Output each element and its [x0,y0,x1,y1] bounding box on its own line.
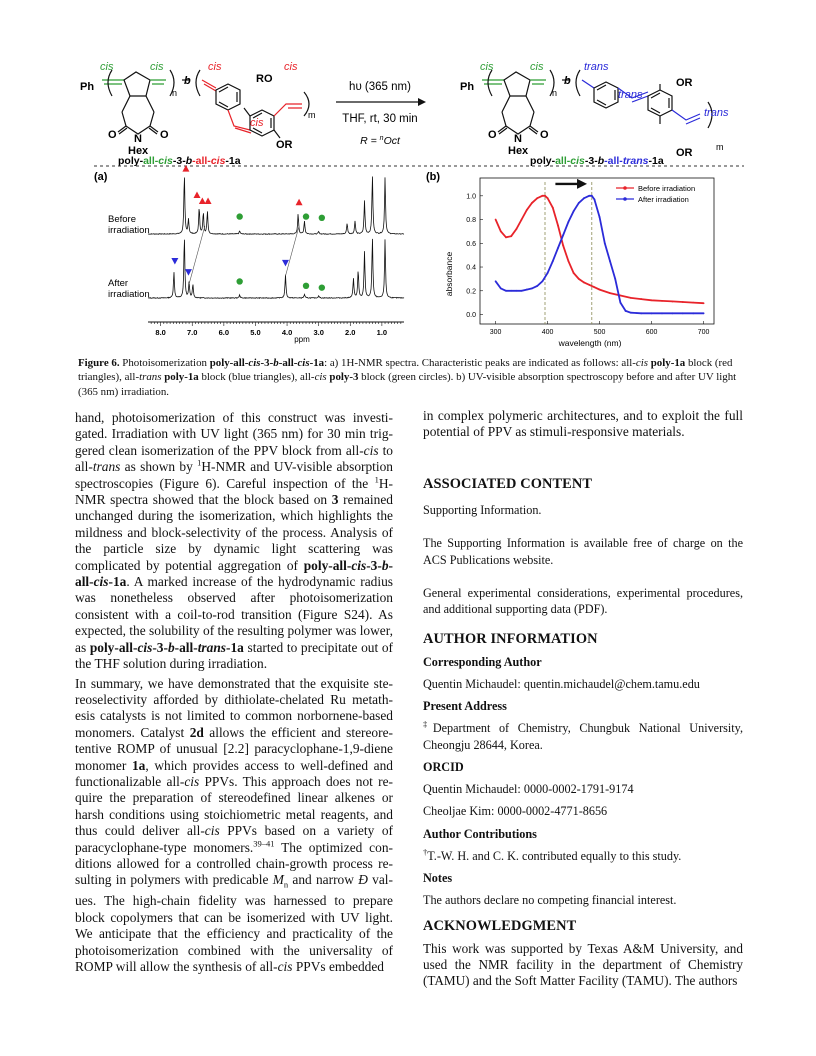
uv-data-point [505,236,507,238]
paragraph-photoisomerization: hand, photoisomerization of this construct was investigated. Irradiation with UV light (365 nm) for 30 min triggered clean isomerization of the PPV block from all-cis to all-trans as shown by $^1$H-NMR and UV-visible absorption spectroscopies (Figure 6). Careful inspection of the $^1$H-NMR spectra showed that the block based on 3 remained unchanged during the isomerization, which highlights the mildness and block-selectivity of the process. Analysis of the particle size by dynamic light scattering was complicated by potential aggregation of poly-all-cis-3-b-all-cis-1a. A marked increase of the hydrodynamic radius was nonetheless observed after photoisomerization consistent with a coil-to-rod transition (Figure S24). As expected, the solubility of the resulting polymer was lower, as poly-all-cis-3-b-all-trans-1a started to precipitate out of the THF solution during irradiation. [75,410,394,672]
caption-text: : a) 1H-NMR spectra. Characteristic peaks are indicated as follows: all- [324,357,636,369]
nmr-after-spectrum [148,239,404,298]
uv-y-tick-label: 0.6 [466,240,476,248]
nmr-x-axis [148,322,404,337]
nmr-blue-triangle-marker [282,260,289,267]
caption-text: cis [314,371,327,384]
uv-y-tick-label: 0.2 [466,288,476,296]
arrow-r-definition: R = $^n$Oct [360,135,400,147]
arrow-condition-solvent: THF, rt, 30 min [342,113,418,125]
scheme-cis-label: cis [480,61,494,73]
scheme-b-label: b [184,75,191,87]
caption-compound: poly-1a [164,371,199,384]
nmr-before-spectrum [148,177,404,235]
nmr-connector-line [189,226,205,284]
paragraph-summary: In summary, we have demonstrated that the exquisite stereoselectivity afforded by dithiolate-chelated Ru metathesis catalysts is not limited to common norbornene-based monomers. Catalyst 2d allows the efficient and stereoretentive ROMP of unusual [2.2] paracyclophane-1,9-diene monomer 1a, which provides access to well-defined and functionalizable all-cis PPVs. This approach does not require the preparation of stereodefined linear alkenes or harsh conditions using stoichiometric metal reagents, and thus could deliver all-cis PPVs based on a variety of paracyclophane-type monomers.$^{39-41}$ The optimized conditions allowed for a controlled chain-growth process resulting in polymers with predicable $M_n$ and narrow Đ values. The high-chain fidelity was harnessed to prepare block copolymers that can be isomerized with UV light. We anticipate that the efficiency and practicality of the photoisomerization combined with the universality of ROMP will allow the synthesis of all-cis PPVs embedded [75,675,394,975]
uv-series-line [496,196,704,303]
uv-y-axis-label: absorbance [444,251,454,297]
uv-data-point [703,312,705,314]
scheme-left-name: poly-all-cis-3-b-all-cis-1a [118,155,241,167]
caption-text: trans [139,371,162,384]
scheme-o-label: O [160,129,169,141]
scheme-cis-label: cis [150,61,164,73]
uv-y-tick-label: 0.4 [466,264,476,272]
heading-author-information: AUTHOR INFORMATION [423,630,598,647]
uv-data-point [505,290,507,292]
nmr-x-unit: ppm [294,335,310,344]
uv-data-point [614,278,616,280]
uv-data-point [544,195,546,197]
nmr-tick-label: 3.0 [313,328,324,337]
scheme-right-labels [460,61,729,167]
nmr-markers [171,165,325,291]
uv-data-point [672,301,674,303]
scheme-o-label: O [540,129,549,141]
scheme-or-label: OR [676,147,693,159]
scheme-ph-left: Ph [80,81,95,93]
uv-data-point [510,290,512,292]
uv-data-point [682,312,684,314]
uv-y-tick-label: 1.0 [466,193,476,201]
uv-data-point [630,297,632,299]
scheme-m-subscript: m [716,142,724,152]
uv-legend-marker [623,186,627,190]
nmr-panel-label: (a) [94,171,108,183]
supporting-info-description: General experimental considerations, experimental procedures, and additional supporting data (PDF). [423,586,743,617]
acknowledgment-text: This work was supported by Texas A&M University, and used the NMR facility in the department of Chemistry (TAMU) and the Soft Matter Facility (TAMU). The authors [423,940,743,989]
uv-data-point [562,234,564,236]
scheme-trans-label: trans [704,107,729,119]
nmr-green-circle-marker [303,283,309,289]
nmr-tick-label: 2.0 [345,328,356,337]
scheme-n-subscript: n [552,88,558,98]
corresponding-author: Quentin Michaudel: quentin.michaudel@chem.tamu.edu [423,676,700,691]
nmr-red-triangle-marker [296,199,303,206]
caption-text: block (green circles). b) UV-visible absorption spectroscopy before and after UV light (365 nm) irradiation. [78,371,737,398]
uv-data-point [568,221,570,223]
uv-legend [616,184,695,204]
nmr-tick-label: 6.0 [218,328,230,337]
uv-data-point [500,287,502,289]
scheme-m-subscript: m [308,110,316,120]
paragraph-continuation: in complex polymeric architectures, and to exploit the full potential of PPV as stimuli-responsive materials. [423,408,743,440]
uv-data-point [500,231,502,233]
caption-compound: poly-all-cis-3-b-all-cis-1a [209,357,325,369]
scheme-cis-label: cis [284,61,298,73]
scheme-left-labels [80,61,316,167]
nmr-green-circle-marker [236,213,242,219]
arrow-condition-light: hυ (365 nm) [349,81,411,93]
nmr-tick-label: 5.0 [250,328,261,337]
uv-data-point [651,299,653,301]
scheme-n-label: N [514,133,522,145]
scheme-cis-label: cis [250,117,264,129]
supporting-info-availability: The Supporting Information is available free of charge on the ACS Publications website. [423,536,743,567]
nmr-tick-label: 1.0 [376,328,388,337]
scheme-ro-label: RO [256,73,273,85]
uv-data-point [536,197,538,199]
uv-data-point [682,301,684,303]
uv-data-point [640,312,642,314]
uv-data-point [547,272,549,274]
uv-shift-arrowhead [577,179,587,189]
caption-text: block (red triangles), all- [78,357,733,384]
uv-data-point [599,289,601,291]
uv-x-tick-label: 700 [697,329,710,336]
heading-orcid: ORCID [423,760,464,775]
uv-data-point [552,260,554,262]
uv-data-point [521,219,523,221]
uv-panel-label: (b) [426,171,441,183]
nmr-green-circle-marker [236,278,242,284]
caption-compound: poly-3 [329,371,359,384]
scheme-n-subscript: n [172,88,178,98]
figure-6 [74,56,744,356]
uv-data-point [594,286,596,288]
uv-data-point [609,260,611,262]
nmr-peak-connectors [189,226,299,284]
uv-data-point [625,310,627,312]
uv-data-point [521,290,523,292]
scheme-cis-label: cis [208,61,222,73]
uv-data-point [557,247,559,249]
uv-data-point [578,278,580,280]
nmr-before-label: Before [108,214,136,225]
nmr-blue-triangle-marker [185,269,192,276]
uv-data-point [604,242,606,244]
uv-data-point [573,210,575,212]
scheme-cis-label: cis [100,61,114,73]
uv-data-point [516,290,518,292]
uv-legend-label: After irradiation [638,195,689,204]
notes: The authors declare no competing financial interest. [423,893,677,908]
uv-data-point [630,312,632,314]
uv-x-tick-label: 500 [593,329,606,336]
caption-text: block (blue triangles), all- [198,371,315,384]
uv-legend-marker [623,197,627,201]
uv-data-point [640,298,642,300]
uv-x-tick-label: 400 [541,329,554,336]
uv-data-point [552,207,554,209]
uv-data-point [620,302,622,304]
uv-x-axis-label: wavelength (nm) [558,338,622,348]
uv-data-point [651,312,653,314]
scheme-or-label: OR [276,139,293,151]
scheme-or-label: OR [676,77,693,89]
uv-data-point [599,216,601,218]
scheme-left [102,70,309,138]
uv-series [495,195,705,314]
figure-6-svg [74,56,744,356]
scheme-hex-label: Hex [508,145,529,157]
scheme-o-label: O [108,129,117,141]
right-column [423,408,743,989]
heading-corresponding-author: Corresponding Author [423,654,542,669]
uv-data-point [591,195,593,197]
heading-acknowledgment: ACKNOWLEDGMENT [423,917,577,934]
caption-text: Photoisomerization [119,357,210,369]
nmr-tick-label: 4.0 [281,328,293,337]
nmr-red-triangle-marker [193,192,200,199]
heading-present-address: Present Address [423,699,507,714]
heading-notes: Notes [423,871,453,886]
nmr-after-label: After [108,278,129,289]
uv-data-point [516,228,518,230]
uv-data-point [588,284,590,286]
orcid-entry: Cheoljae Kim: 0000-0002-4771-8656 [423,804,608,819]
scheme-trans-label: trans [618,89,643,101]
uv-data-point [531,202,533,204]
nmr-red-triangle-marker [205,198,212,205]
scheme-right-name: poly-all-cis-3-b-all-trans-1a [530,155,664,167]
scheme-hex-label: Hex [128,145,149,157]
author-contributions: †T.-W. H. and C. K. contributed equally to this study. [423,846,682,863]
uv-data-point [542,280,544,282]
nmr-green-circle-marker [319,284,325,290]
uv-data-point [703,302,705,304]
uv-data-point [495,219,497,221]
uv-data-point [495,280,497,282]
uv-data-point [536,285,538,287]
uv-data-point [594,198,596,200]
nmr-spectrum-trace [148,239,404,298]
uv-panel [426,171,714,348]
nmr-red-triangle-marker [199,198,206,205]
uv-data-point [609,292,611,294]
heading-author-contributions: Author Contributions [423,826,537,841]
nmr-after-label: irradiation [108,289,150,300]
orcid-entry: Quentin Michaudel: 0000-0002-1791-9174 [423,782,634,797]
scheme-b-label: b [564,75,571,87]
scheme-n-label: N [134,133,142,145]
scheme-cis-label: cis [530,61,544,73]
uv-data-point [531,287,533,289]
uv-data-point [526,289,528,291]
reaction-arrow [336,81,426,147]
nmr-before-label: irradiation [108,225,150,236]
left-column [75,410,393,975]
uv-data-point [510,235,512,237]
uv-data-point [568,260,570,262]
nmr-tick-label: 8.0 [155,328,166,337]
uv-data-point [692,302,694,304]
present-address: ‡Department of Chemistry, Chungbuk National University, Cheongju 28644, Korea. [423,719,744,752]
uv-data-point [692,312,694,314]
uv-x-tick-label: 300 [489,329,502,336]
uv-legend-label: Before irradiation [638,184,696,193]
uv-y-tick-label: 0.0 [466,312,476,320]
uv-data-point [562,245,564,247]
nmr-panel [94,165,404,344]
uv-y-tick-label: 0.8 [466,217,476,225]
figure-caption [78,356,742,399]
uv-x-tick-label: 600 [645,329,658,336]
nmr-blue-triangle-marker [171,258,178,265]
uv-data-point [542,195,544,197]
uv-data-point [557,225,559,227]
uv-data-point [588,195,590,197]
uv-data-point [578,202,580,204]
uv-data-point [547,197,549,199]
uv-data-point [583,282,585,284]
caption-text: cis [635,357,648,369]
scheme-trans-label: trans [584,61,609,73]
uv-data-point [661,312,663,314]
uv-data-point [661,300,663,302]
scheme-o-label: O [488,129,497,141]
nmr-tick-label: 7.0 [187,328,198,337]
uv-data-point [526,209,528,211]
caption-figure-number: Figure 6. [78,357,120,369]
heading-associated-content: ASSOCIATED CONTENT [423,475,593,492]
uv-data-point [583,197,585,199]
uv-data-point [573,272,575,274]
uv-data-point [672,312,674,314]
nmr-green-circle-marker [303,213,309,219]
caption-compound: poly-1a [650,357,686,369]
supporting-info-label: Supporting Information. [423,502,542,517]
uv-series-line [496,196,704,313]
nmr-spectrum-trace [148,177,404,235]
nmr-green-circle-marker [319,215,325,221]
scheme-ph-right: Ph [460,81,475,93]
